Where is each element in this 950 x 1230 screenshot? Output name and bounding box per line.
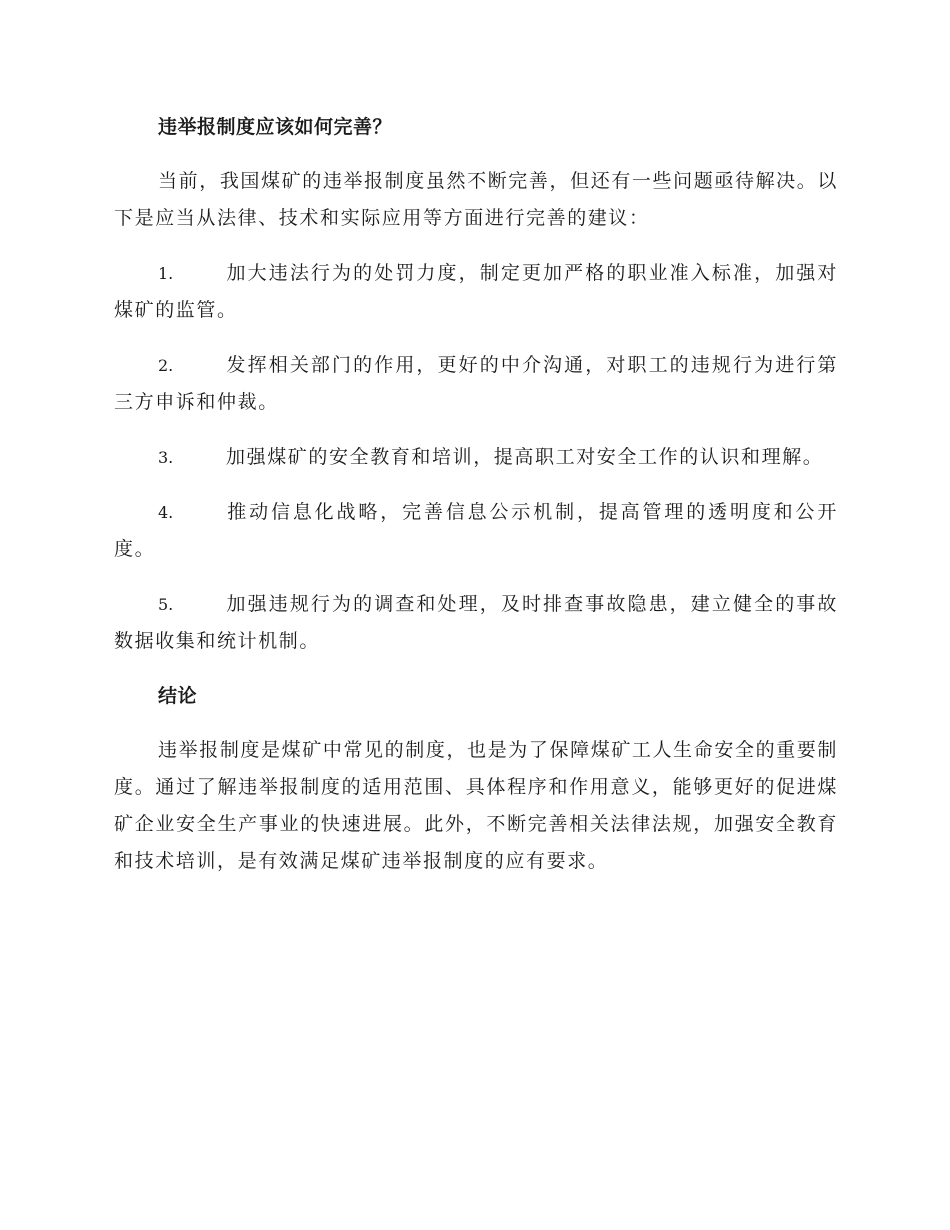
- spacer: [114, 660, 838, 677]
- spacer: [114, 421, 838, 439]
- intro-paragraph: 当前，我国煤矿的违举报制度虽然不断完善，但还有一些问题亟待解决。以下是应当从法律、技术和实际应用等方面进行完善的建议：: [114, 170, 838, 229]
- list-text: 加强煤矿的安全教育和培训，提高职工对安全工作的认识和理解。: [226, 446, 824, 468]
- list-item-3: [114, 439, 838, 476]
- document-page: [114, 108, 838, 880]
- spacer: [114, 329, 838, 347]
- spacer: [114, 476, 838, 494]
- section-heading-improve: 违举报制度应该如何完善？: [158, 116, 393, 138]
- section-heading-conclusion: 结论: [158, 685, 198, 707]
- list-item-5: [114, 586, 838, 660]
- list-text: 加强违规行为的调查和处理，及时排查事故隐患，建立健全的事故数据收集和统计机制。: [114, 593, 838, 652]
- list-item-2: [114, 347, 838, 421]
- list-number: 2.: [158, 356, 174, 375]
- list-number: 4.: [158, 503, 174, 522]
- spacer: [114, 146, 838, 163]
- list-text: 发挥相关部门的作用，更好的中介沟通，对职工的违规行为进行第三方申诉和仲裁。: [114, 354, 838, 413]
- list-text: 推动信息化战略，完善信息公示机制，提高管理的透明度和公开度。: [114, 501, 838, 560]
- list-number: 3.: [158, 448, 174, 467]
- list-number: 1.: [158, 264, 174, 283]
- spacer: [114, 568, 838, 586]
- spacer: [114, 715, 838, 732]
- list-text: 加大违法行为的处罚力度，制定更加严格的职业准入标准，加强对煤矿的监管。: [114, 262, 838, 321]
- conclusion-paragraph: 违举报制度是煤矿中常见的制度，也是为了保障煤矿工人生命安全的重要制度。通过了解违举报制度的适用范围、具体程序和作用意义，能够更好的促进煤矿企业安全生产事业的快速进展。此外，不断完善相关法律法规，加强安全教育和技术培训，是有效满足煤矿违举报制度的应有要求。: [114, 739, 838, 872]
- list-number: 5.: [158, 595, 174, 614]
- list-item-4: [114, 494, 838, 568]
- list-item-1: [114, 255, 838, 329]
- spacer: [114, 237, 838, 255]
